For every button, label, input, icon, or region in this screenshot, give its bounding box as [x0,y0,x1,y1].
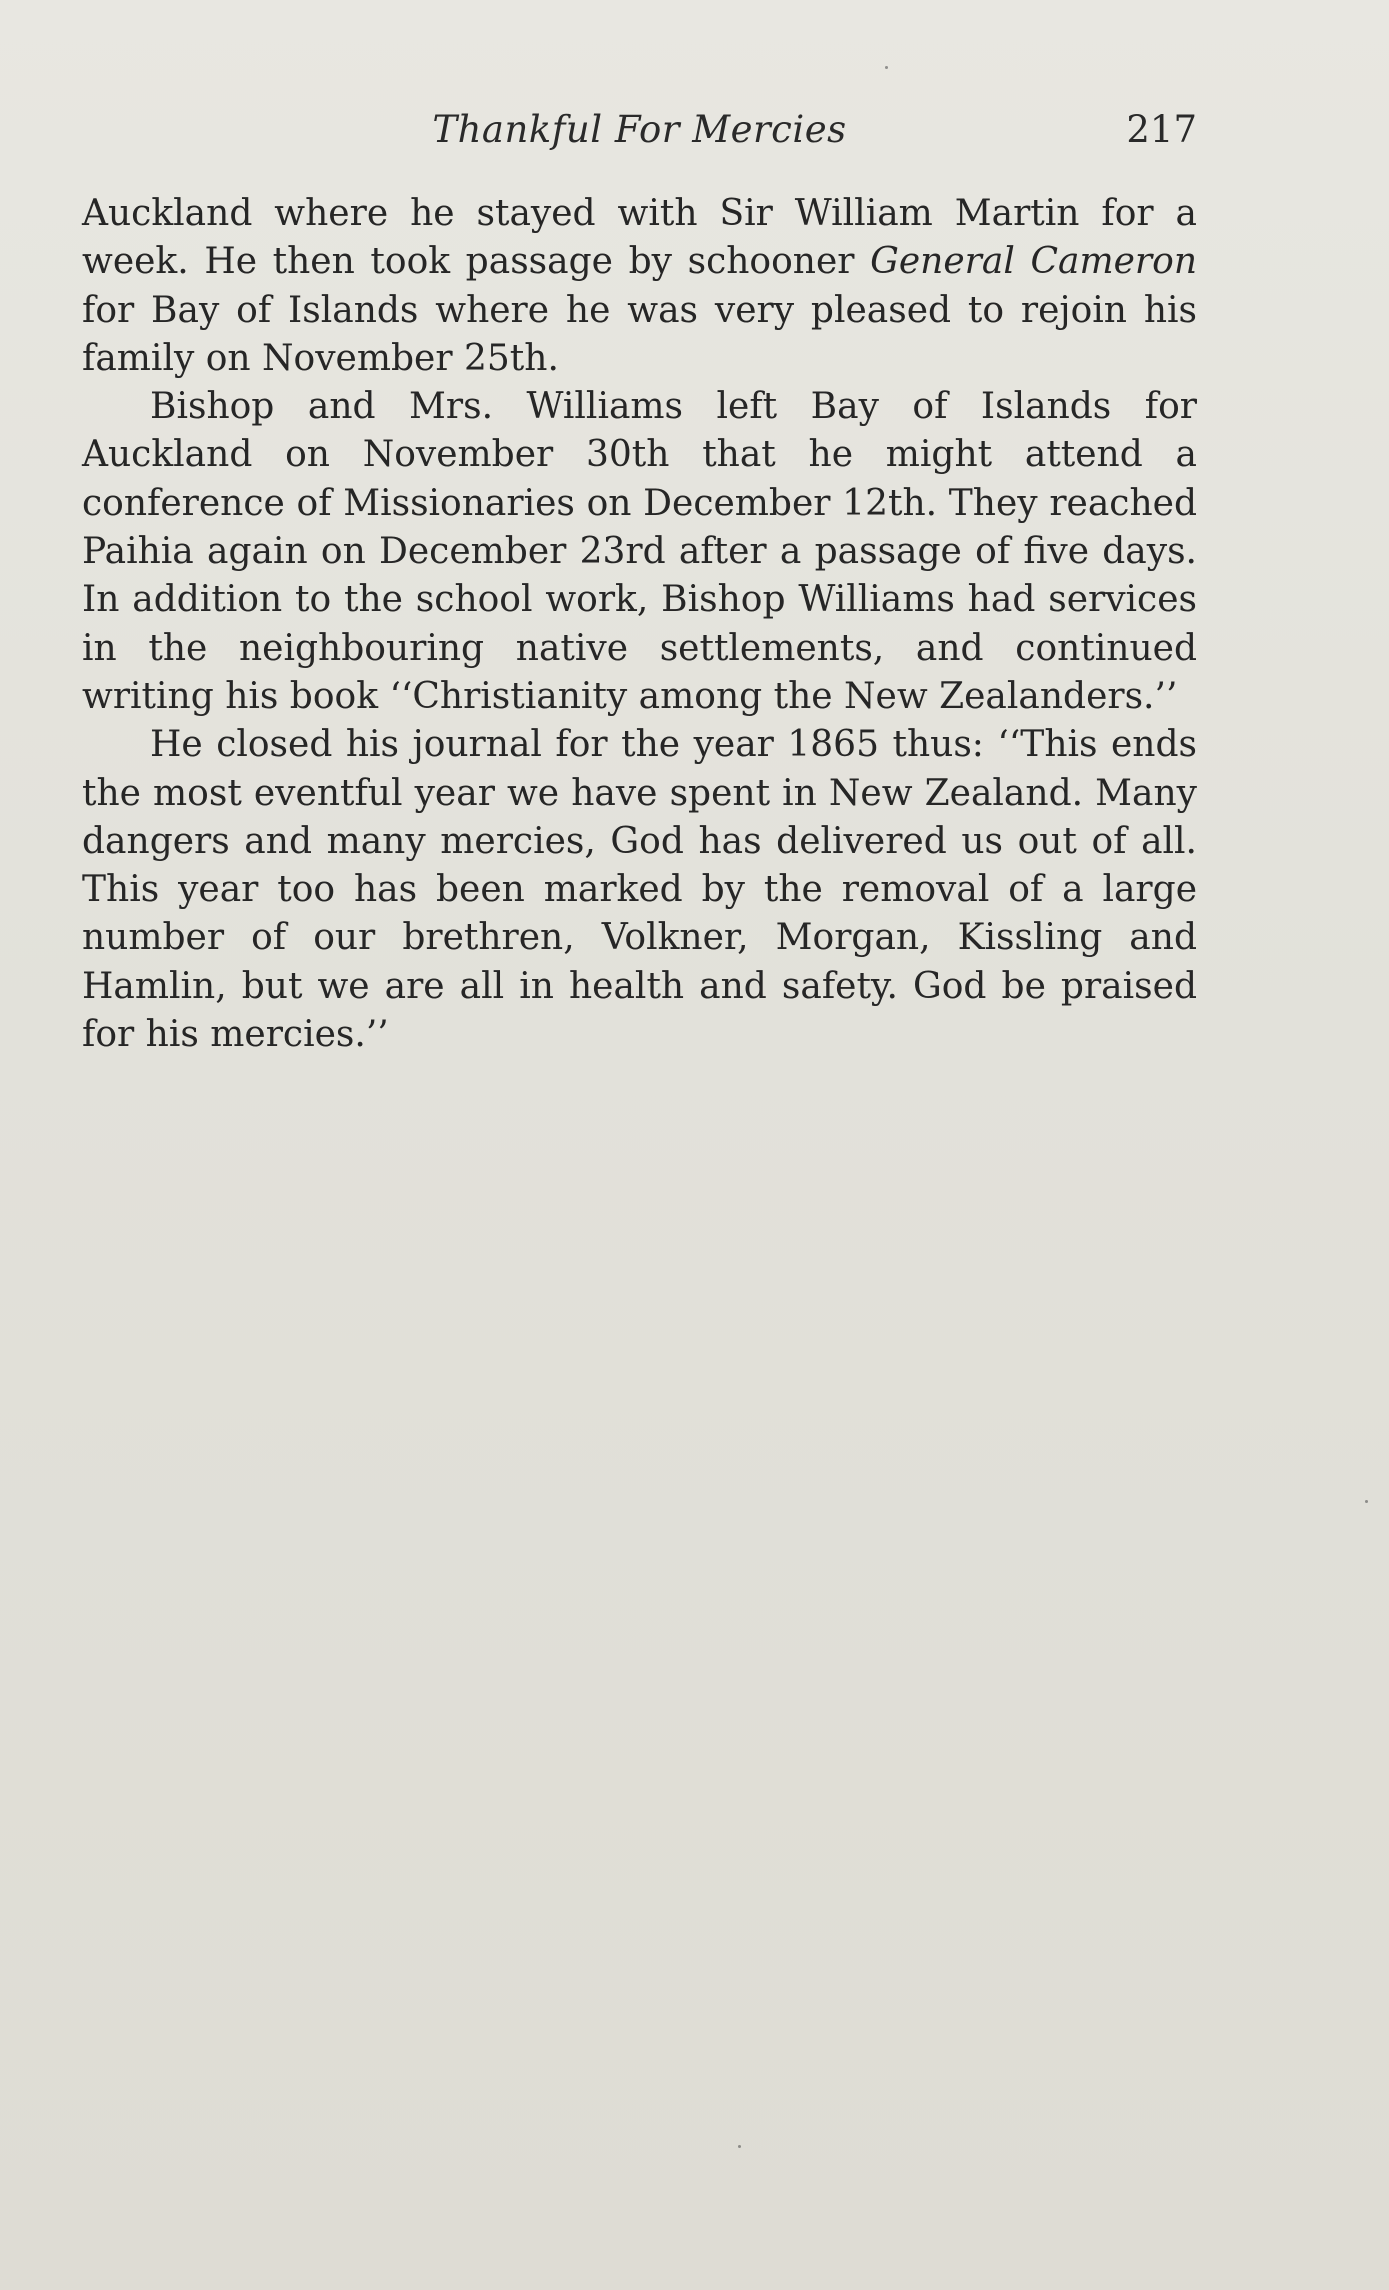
paragraph-continued [82,190,1197,383]
page-number: 217 [1126,108,1197,151]
body-text [82,190,1197,1059]
paper-speck [738,2145,741,2148]
paragraph-text: Auckland where he stayed with Sir William Martin for a week. He then took passage by schooner [82,193,1197,283]
running-title: Thankful For Mercies [432,108,847,151]
paper-speck [885,66,888,69]
paragraph: Bishop and Mrs. Williams left Bay of Islands for Auckland on November 30th that he might attend a conference of Missionaries on December 12th. They reached Paihia again on December 23rd after a passage of five days. In addition to the school work, Bishop Williams had services in the neighbouring native settlements, and continued writing his book ‘‘Christianity among the New Zealanders.’’ [82,386,1197,717]
paragraph: He closed his journal for the year 1865 thus: ‘‘This ends the most eventful year we have spent in New Zealand. Many dangers and many mercies, God has delivered us out of all. This year too has been marked by the removal of a large number of our brethren, Volkner, Morgan, Kissling and Hamlin, but we are all in health and safety. God be praised for his mercies.’’ [82,724,1197,1056]
paragraph-text: for Bay of Islands where he was very pleased to rejoin his family on November 25th. [82,289,1197,379]
ship-name: General Cameron [870,241,1197,283]
paper-speck [1365,1500,1368,1503]
page-header [82,108,1197,164]
